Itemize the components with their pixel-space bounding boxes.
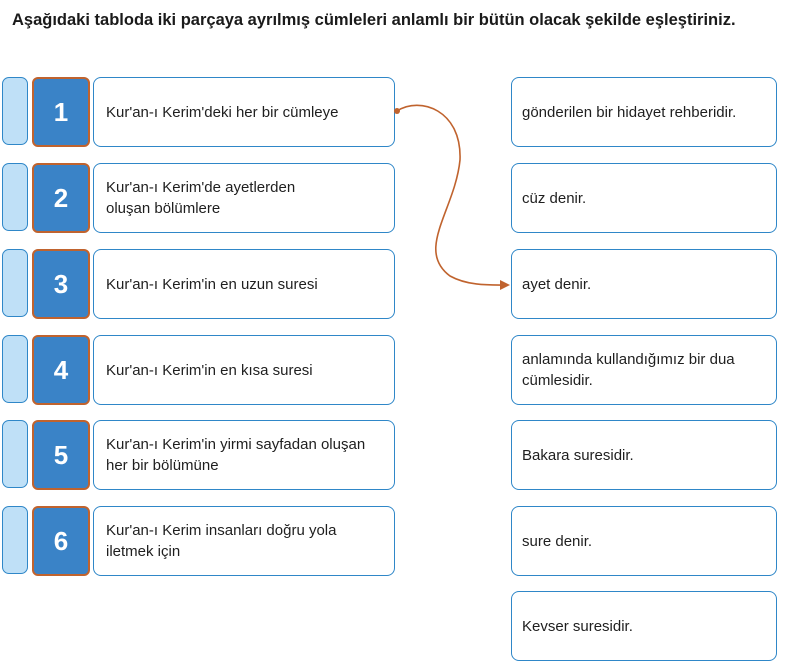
row-tab <box>2 163 28 231</box>
left-sentence-box[interactable] <box>93 420 395 490</box>
left-sentence-text: Kur'an-ı Kerim'in en uzun suresi <box>106 275 318 293</box>
right-sentence-box-3[interactable] <box>511 249 777 319</box>
left-sentence-box[interactable] <box>93 163 395 233</box>
number-badge: 6 <box>32 506 90 576</box>
number-badge: 3 <box>32 249 90 319</box>
left-row-1 <box>0 77 396 149</box>
number-badge: 5 <box>32 420 90 490</box>
left-sentence-text: Kur'an-ı Kerim'de ayetlerden oluşan bölümlere <box>106 179 296 217</box>
instruction-text: Aşağıdaki tabloda iki parçaya ayrılmış cümleleri anlamlı bir bütün olacak şekilde eşleştiriniz. <box>12 11 736 29</box>
left-sentence-text: Kur'an-ı Kerim insanları doğru yola iletmek için <box>106 522 337 560</box>
right-sentence-box-2[interactable] <box>511 163 777 233</box>
right-sentence-box-5[interactable] <box>511 420 777 490</box>
left-row-3 <box>0 249 396 321</box>
right-sentence-text: gönderilen bir hidayet rehberidir. <box>522 103 737 121</box>
right-sentence-box-1[interactable] <box>511 77 777 147</box>
number-badge: 4 <box>32 335 90 405</box>
left-row-5 <box>0 420 396 492</box>
connector-arrowhead <box>500 280 510 290</box>
row-tab <box>2 335 28 403</box>
left-sentence-box[interactable] <box>93 77 395 147</box>
right-sentence-box-6[interactable] <box>511 506 777 576</box>
number-badge: 1 <box>32 77 90 147</box>
row-tab <box>2 249 28 317</box>
row-tab <box>2 77 28 145</box>
left-row-6 <box>0 506 396 578</box>
right-sentence-text: Bakara suresidir. <box>522 446 634 464</box>
right-sentence-text: ayet denir. <box>522 275 592 293</box>
number-badge: 2 <box>32 163 90 233</box>
right-sentence-box-4[interactable] <box>511 335 777 405</box>
right-sentence-text: Kevser suresidir. <box>522 617 633 635</box>
left-row-4 <box>0 335 396 407</box>
row-tab <box>2 420 28 488</box>
left-sentence-box[interactable] <box>93 506 395 576</box>
left-sentence-text: Kur'an-ı Kerim'deki her bir cümleye <box>106 103 339 121</box>
left-sentence-text: Kur'an-ı Kerim'in en kısa suresi <box>106 361 313 379</box>
left-sentence-box[interactable] <box>93 335 395 405</box>
left-sentence-box[interactable] <box>93 249 395 319</box>
right-sentence-text: cüz denir. <box>522 189 587 207</box>
right-sentence-box-7[interactable] <box>511 591 777 661</box>
left-row-2 <box>0 163 396 235</box>
left-sentence-text: Kur'an-ı Kerim'in yirmi sayfadan oluşan her bir bölümüne <box>106 436 366 474</box>
right-sentence-text: anlamında kullandığımız bir dua cümlesidir. <box>522 351 735 389</box>
right-sentence-text: sure denir. <box>522 532 593 550</box>
row-tab <box>2 506 28 574</box>
